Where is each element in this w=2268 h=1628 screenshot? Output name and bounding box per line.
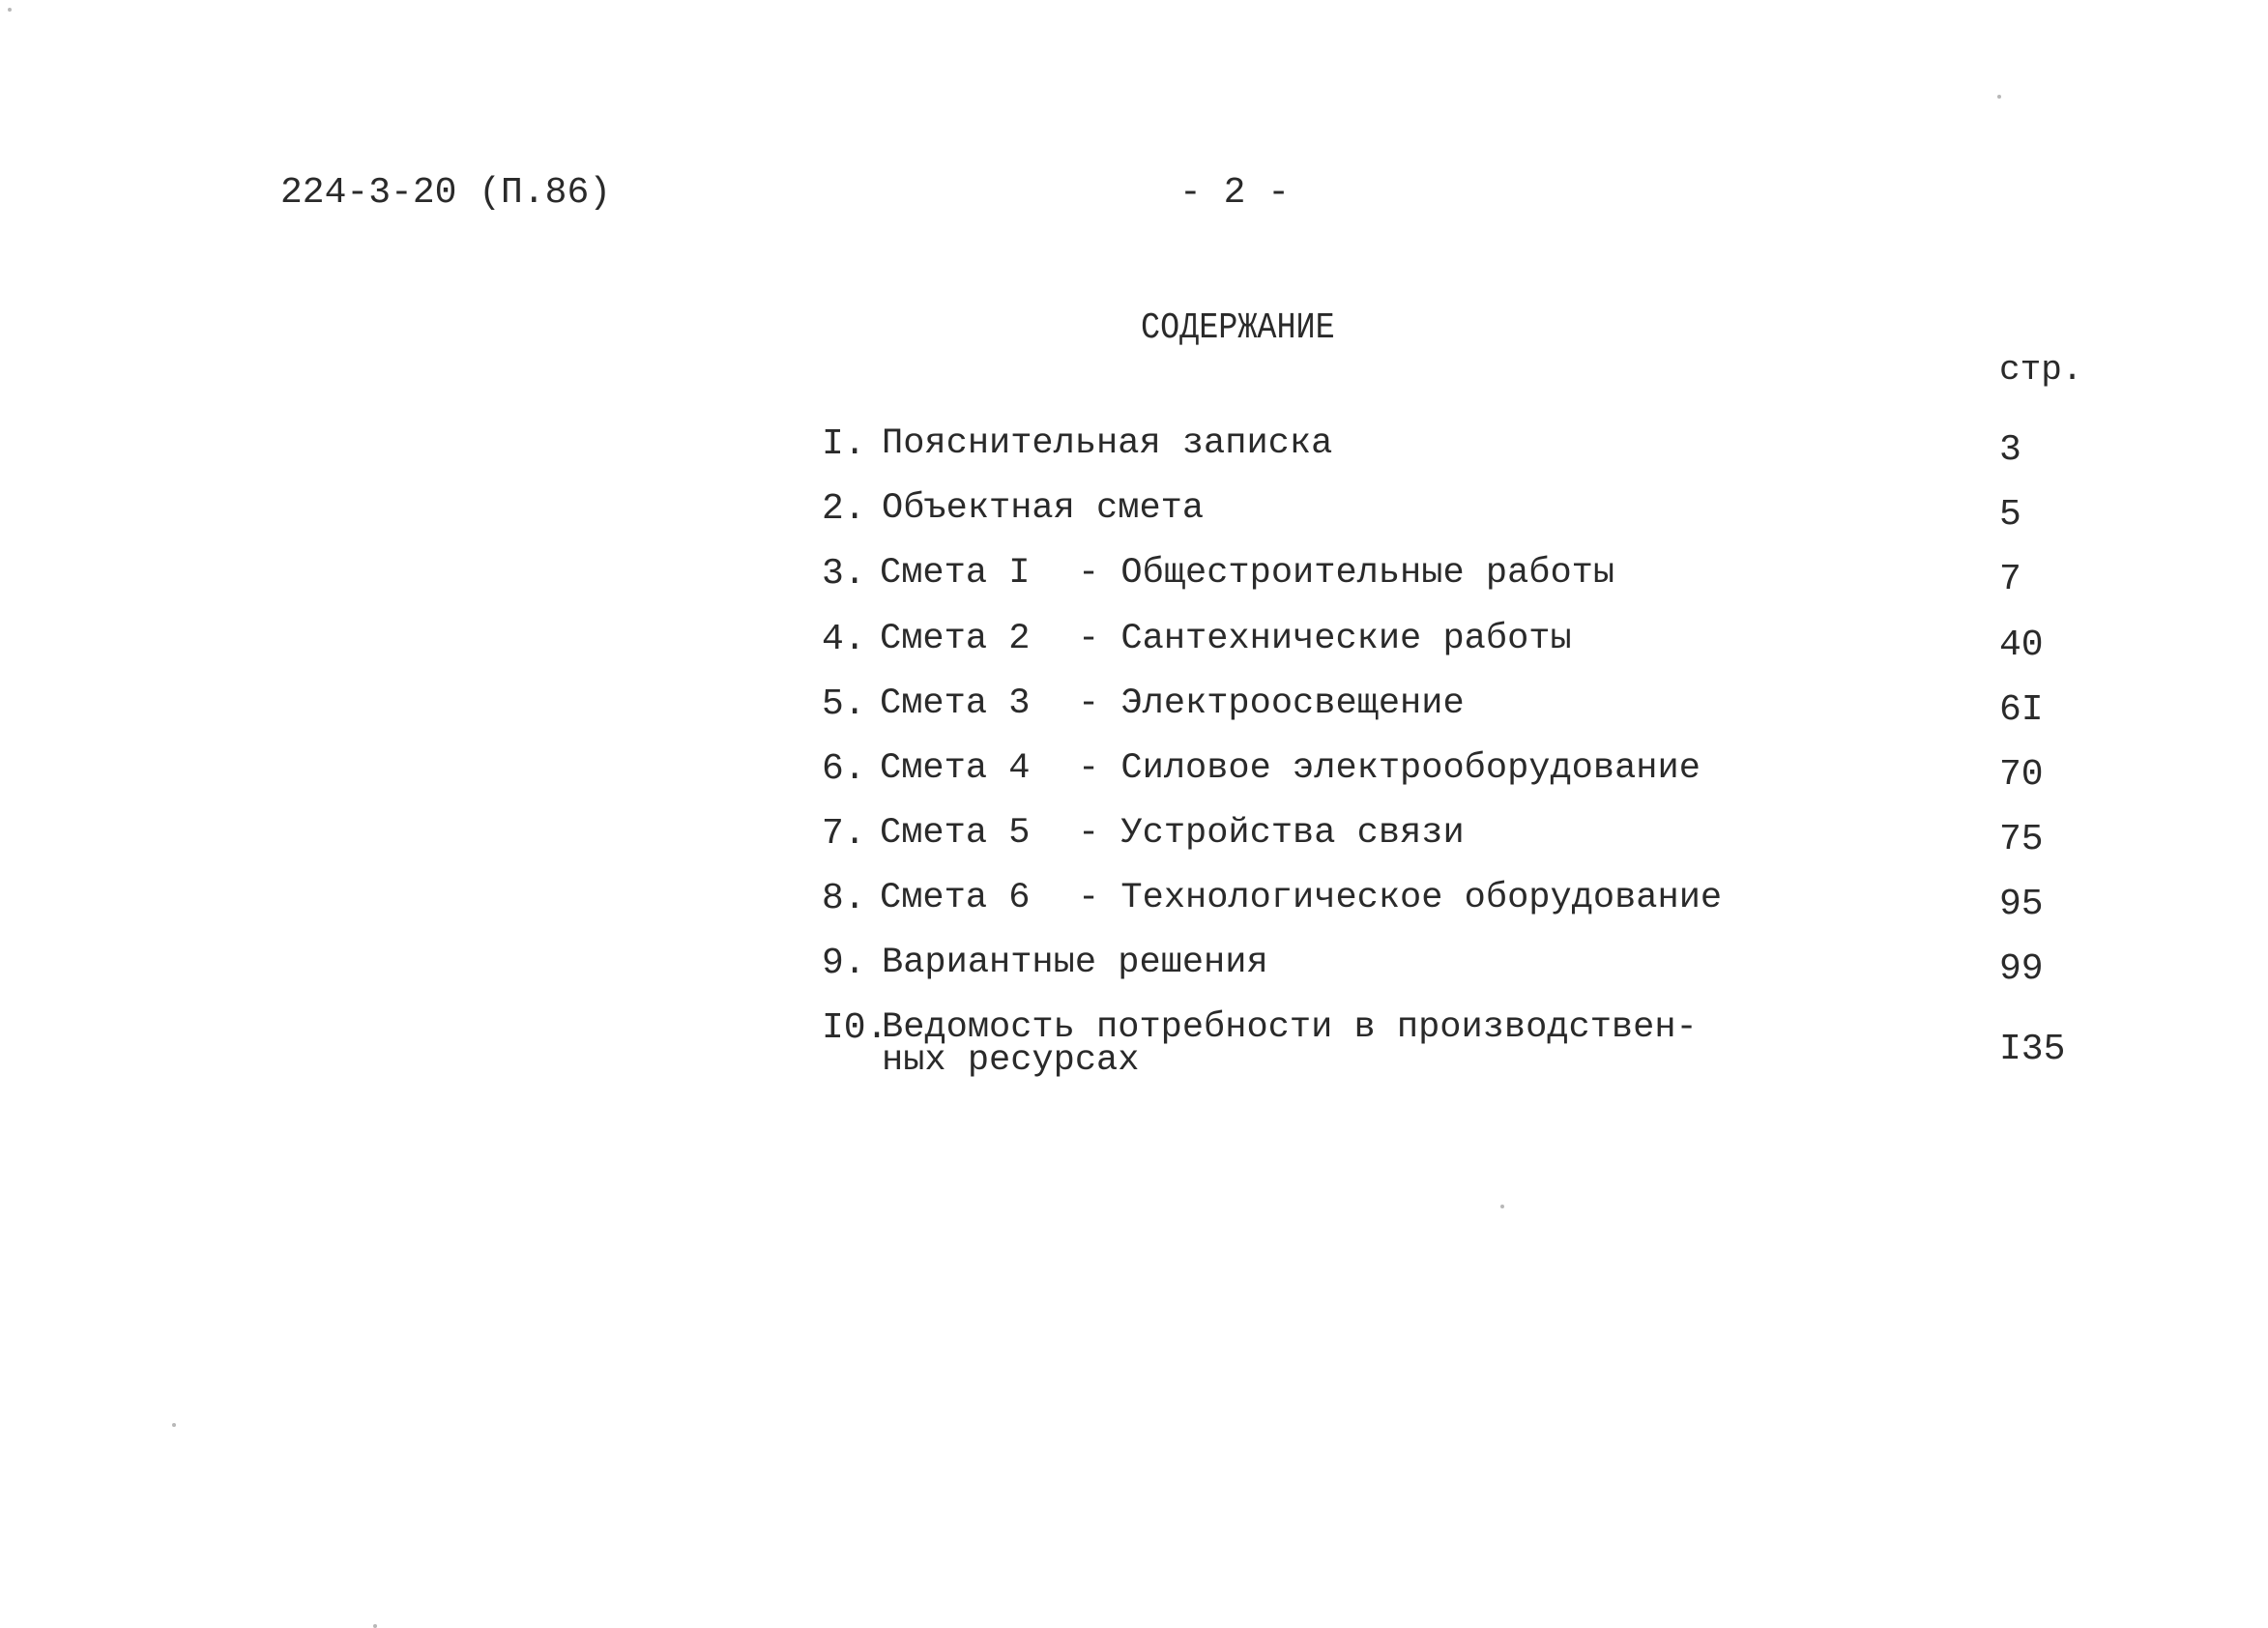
scan-speck	[8, 8, 12, 12]
toc-entry-text: Вариантные решения	[882, 943, 1268, 983]
toc-entry	[0, 488, 2268, 546]
toc-entry-text: Ведомость потребности в производствен-	[882, 1007, 1698, 1048]
toc-entry-page: 6I	[1999, 689, 2044, 731]
toc-entry-number: 3.	[822, 553, 866, 595]
toc-entry-page: 40	[1999, 625, 2044, 666]
toc-entry-text: - Технологическое оборудование	[1078, 878, 1723, 918]
toc-entry-text: Пояснительная записка	[882, 423, 1333, 464]
toc-entry	[0, 748, 2268, 806]
toc-entry-number: 5.	[822, 683, 866, 725]
toc-entry-page: I35	[1999, 1029, 2066, 1070]
toc-entry-text: - Силовое электрооборудование	[1078, 748, 1701, 789]
toc-entry	[0, 423, 2268, 481]
toc-entry	[0, 683, 2268, 741]
toc-entry-page: 75	[1999, 819, 2044, 860]
toc-entry-estimate: Смета 5	[880, 813, 1031, 854]
toc-entry-text-continued: ных ресурсах	[882, 1040, 1140, 1081]
toc-entry-estimate: Смета I	[880, 553, 1031, 594]
toc-entry-estimate: Смета 4	[880, 748, 1031, 789]
toc-entry-text: - Сантехнические работы	[1078, 619, 1572, 659]
toc-entry-number: 7.	[822, 813, 866, 855]
page-number: - 2 -	[1179, 172, 1291, 214]
toc-entry	[0, 553, 2268, 611]
toc-entry-page: 99	[1999, 948, 2044, 990]
toc-entry-number: 2.	[822, 488, 866, 530]
toc-entry-number: 4.	[822, 619, 866, 660]
scan-speck	[1997, 95, 2001, 99]
toc-entry-text: - Общестроительные работы	[1078, 553, 1615, 594]
scan-speck	[1500, 1205, 1504, 1208]
toc-entry-text: Объектная смета	[882, 488, 1205, 529]
toc-entry-estimate: Смета 2	[880, 619, 1031, 659]
toc-entry-text: - Устройства связи	[1078, 813, 1465, 854]
toc-entry	[0, 878, 2268, 936]
toc-entry-page: 3	[1999, 429, 2021, 471]
toc-entry-number: 8.	[822, 878, 866, 919]
toc-entry-page: 5	[1999, 494, 2021, 536]
toc-entry-text: - Электроосвещение	[1078, 683, 1465, 724]
toc-entry-number: I0.	[822, 1007, 888, 1049]
toc-entry-number: 9.	[822, 943, 866, 984]
toc-entry-number: 6.	[822, 748, 866, 790]
toc-entry	[0, 1007, 2268, 1094]
scan-speck	[373, 1624, 377, 1628]
toc-entry-estimate: Смета 3	[880, 683, 1031, 724]
toc-entry-number: I.	[822, 423, 866, 465]
toc-entry	[0, 943, 2268, 1001]
scan-speck	[172, 1423, 176, 1427]
toc-entry-page: 7	[1999, 559, 2021, 600]
toc-entry-page: 70	[1999, 754, 2044, 796]
toc-title: СОДЕРЖАНИЕ	[1141, 307, 1335, 349]
page-column-label: стр.	[1999, 350, 2083, 390]
document-code: 224-3-20 (П.86)	[280, 172, 612, 214]
toc-entry	[0, 619, 2268, 677]
toc-entry-page: 95	[1999, 884, 2044, 925]
toc-entry-estimate: Смета 6	[880, 878, 1031, 918]
toc-entry	[0, 813, 2268, 871]
